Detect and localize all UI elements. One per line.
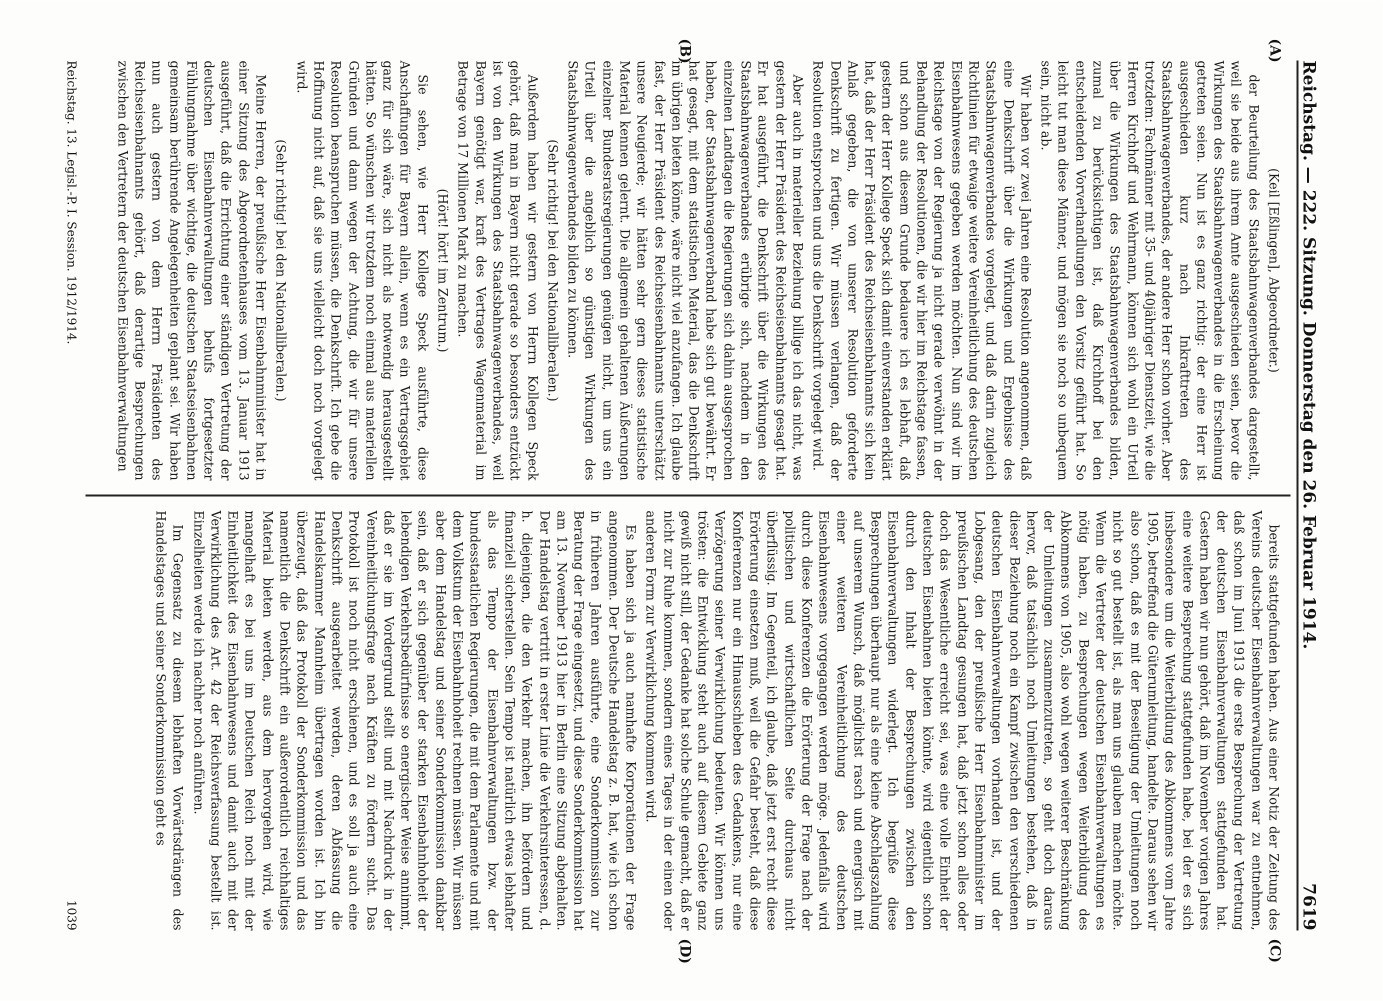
footer-session: Reichstag. 13. Legisl.-P. I. Session. 1912/1914. bbox=[64, 60, 79, 345]
speaker-line: (Keil [Eßlingen], Abgeordneter.) bbox=[1266, 168, 1282, 373]
paragraph: Sie sehen, wie Herr Kollege Speck ausführte, diese Anschaffungen für Bayern allein, wenn es ein Vertragsgebiet ganz für sich wäre, sich nicht als notwendig herausgestellt hätten. So wünschen wir trotzdem noch einmal aus materiellen Gründen und dann wegen der Achtung, die wir für unsere Resolution beanspruchen müssen, die Denkschrift. Ich gebe die Hoffnung nicht auf, daß sie uns vielleicht doch noch vorgelegt wird. bbox=[294, 60, 431, 481]
paragraph: Es haben sich ja auch namhafte Korporationen der Frage angenommen. Der Deutsche Handelstag z. B. hat, wie ich schon in früheren Jahren ausführte, eine Sonderkommission zur Beratung der Frage eingesetzt, und diese Sonderkommission hat am 13. November 1913 hier in Berlin eine Sitzung abgehalten. Der Handelstag vertritt in erster Linie die Verkehrsinteressen, d. h. diejenigen, die den Verkehr machen, ihn befördern und finanziell sicherstellen. Sein Tempo ist natürlich etwas lebhafter als das Tempo der Eisenbahnverwaltungen bzw. der bundesstaatlichen Regierungen, die mit dem Parlamente und mit dem Volkstum der Eisenbahnhoheit rechnen müssen. Wir müssen aber dem Handelstag und seiner Sonderkommission dankbar sein, daß er sich gegenüber der starken Eisenbahnhoheit der lebendigen Verkehrsbedürfnisse so energischer Weise annimmt, daß er sie im Vordergrund stellt und mit Nachdruck in der Vereinheitlichungsfrage nach Kräften zu fördern sucht. Das Protokoll ist noch nicht erschienen, und es soll ja auch eine Denkschrift ausgearbeitet werden, deren Abfassung die Handelskammer Mannheim übertragen worden ist. Ich bin überzeugt, daß das Protokoll der Sonderkommission und das namentlich die Denkschrift ein außerordentlich reichhaltiges Material bieten werden, aus dem hervorgehen wird, wie mangelhaft es bei uns im Deutschen Reich noch mit der Einheitlichkeit des Eisenbahnwesens und damit auch mit der Verwirklichung des Art. 42 der Reichsverfassung bestellt ist. Einzelheiten werde ich nachher noch anführen. bbox=[191, 510, 639, 931]
paragraph: der Beurteilung des Staatsbahnwagenverbandes dargestellt, weil sie beide aus ihrem Amte ausgeschieden seien, bevor die Wirkungen des Staatsbahnwagenverbandes in die Erscheinung getreten seien. Nun ist es ganz richtig: der eine Herr ist ausgeschieden kurz nach Inkrafttreten des Staatsbahnwagenverbandes, der andere Herr schon vorher. Aber trotzdem: Fachmänner mit 35- und 40jähriger Dienstzeit, wie die Herren Kirchhoff und Wehrmann, können sich wohl ein Urteil über die Wirkungen des Staatsbahnwagenverbandes bilden, zumal zu berücksichtigen ist, daß Kirchhoff bei den entscheidenden Vorverhandlungen den Vorsitz geführt hat. So leicht tut man diese Männer, und mögen sie noch so unbequem sein, nicht ab. bbox=[1038, 60, 1262, 481]
paragraph: Außerdem haben wir gestern von Herrn Kollegen Speck gehört, daß man in Bayern nicht gerade so besonders entzückt ist von den Wirkungen des Staatsbahnwagenverbandes, weil Bayern genötigt war, kraft des Vertrages Wagenmaterial im Betrage von 17 Millionen Mark zu machen. bbox=[455, 60, 541, 481]
interjection: (Sehr richtig! bei den Nationalliberalen.) bbox=[545, 139, 561, 402]
paragraph: Meine Herren, der preußische Herr Eisenbahnminister hat in einer Sitzung des Abgeordnetenhauses vom 13. Januar 1913 ausgeführt, daß die Errichtung einer ständigen Vertretung der deutschen Eisenbahnverwaltungen behufs fortgesetzter Fühlungnahme über wichtige, die deutschen Staatseisenbahnen gemeinsam berührende Angelegenheiten geplant sei. Wir haben nun auch gestern von dem Herrn Präsidenten des Reichseisenbahnamts gehört, daß derartige Besprechungen zwischen den Vertretern der deutschen Eisenbahnverwaltungen bbox=[115, 60, 269, 481]
page-header bbox=[1297, 61, 1331, 931]
interjection: (Hört! hört! im Zentrum.) bbox=[435, 188, 451, 353]
margin-mark-b: (B) bbox=[676, 38, 693, 64]
right-column bbox=[93, 511, 1283, 931]
footer-page-code: 1039 bbox=[64, 899, 79, 931]
paragraph: Aber auch in materieller Beziehung billige ich das nicht, was gestern der Herr Präsident des Reichseisenbahnamts gesagt hat. Er hat ausgeführt, die Denkschrift über die Wirkungen des Staatsbahnwagenverbandes erübrige sich, nachdem in den einzelnen Landtagen die Regierungen sich dahin ausgesprochen haben, der Staatsbahnwagenverband habe sich gut bewährt. Er hat gesagt, mit dem statistischen Material, das die Denkschrift im übrigen bieten könne, wäre nicht viel anzufangen. Ich glaube fast, der Herr Präsident des Reichseisenbahnamts unterschätzt unsere Neugierde; wir hätten sehr gern dieses statistische Material kennen gelernt. Die allgemein gehaltenen Äußerungen einzelner Bundesratsregierungen genügen nicht, um uns ein Urteil über die angeblich so günstigen Wirkungen des Staatsbahnwagenverbandes bilden zu können. bbox=[565, 60, 806, 481]
paragraph: bereits stattgefunden haben. Aus einer Notiz der Zeitung des Vereins deutscher Eisenbahnverwaltungen war zu entnehmen, daß schon im Juni 1913 die erste Besprechung der Vertretung der deutschen Eisenbahnverwaltungen stattgefunden hat. Gestern haben wir nun gehört, daß im November vorigen Jahres eine weitere Besprechung stattgefunden habe, bei der es sich insbesondere um die Weiterbildung des Abkommens vom Jahre 1905, betreffend die Güterumleitung, handelte. Daraus sehen wir also schon, daß es mit der Beseitigung der Umleitungen noch nicht so gut bestellt ist, als man uns glauben machen möchte. Wenn die Vertreter der deutschen Eisenbahnverwaltungen es nötig haben, zu Besprechungen wegen Weiterbildung des Abkommens von 1905, also wohl wegen weiterer Beschränkung der Umleitungen zusammenzutreten, so geht doch daraus hervor, daß tatsächlich noch Umleitungen bestehen, daß in dieser Beziehung noch ein Kampf zwischen den verschiedenen deutschen Eisenbahnverwaltungen vorhanden ist, und der Lobgesang, den der preußische Herr Eisenbahnminister im preußischen Landtag gesungen hat, daß jetzt schon alles oder doch das Wesentliche erreicht sei, was eine volle Einheit der deutschen Eisenbahnen bieten könnte, wird eigentlich schon durch den Inhalt der Besprechungen zwischen den Eisenbahnverwaltungen widerlegt. Ich begrüße diese Besprechungen überhaupt nur als eine kleine Abschlagszahlung auf unserem Wunsch, daß möglichst rasch und energisch mit einer weiteren Vereinheitlichung des deutschen Eisenbahnwesens vorgegangen werden möge. Jedenfalls wird durch diese Konferenzen die Erörterung der Frage nach der politischen und wirtschaftlichen Seite durchaus nicht überflüssig. Im Gegenteil, ich glaube, daß jetzt erst recht diese Erörterung einsetzen muß, weil die Gefahr besteht, daß diese Konferenzen nur ein Hinausschieben des Gedankens, nur eine Verzögerung seiner Verwirklichung bedeuten. Wir können uns trösten: die Entwicklung steht auch auf diesem Gebiete ganz gewiß nicht still, der Gedanke hat solche Schule gemacht, daß er nicht zur Ruhe kommen, sondern eines Tages in der einen oder anderen Form zur Verwirklichung kommen wird. bbox=[643, 510, 1282, 931]
interjection: (Sehr richtig! bei den Nationalliberalen.) bbox=[273, 139, 289, 402]
column-divider bbox=[86, 495, 1291, 497]
scanned-page bbox=[0, 1, 1383, 1001]
margin-mark-a: (A) bbox=[1266, 38, 1283, 63]
paragraph: Wir haben vor zwei Jahren eine Resolution angenommen, daß eine Denkschrift über die Wirkungen und Ergebnisse des Staatsbahnwagenverbandes vorgelegt, und daß darin zugleich Richtlinien für etwaige weitere Vereinheitlichung des deutschen Eisenbahnwesens gegeben werden möchten. Nun sind wir im Reichstage von der Regierung ja nicht gerade verwöhnt in der Behandlung der Resolutionen, die wir hier im Reichstage fassen, und schon aus diesem Grunde bedauere ich es lebhaft, daß gestern der Herr Kollege Speck sich damit einverstanden erklärt hat, daß der Herr Präsident des Reichseisenbahnamts sich kein Anlaß gegeben, die von unserer Resolution geforderte Denkschrift zu fertigen. Wir müssen verlangen, daß der Resolution entsprochen und uns die Denkschrift vorgelegt wird. bbox=[810, 60, 1034, 481]
header-title: Reichstag. — 222. Sitzung. Donnerstag den 26. Februar 1914. bbox=[1298, 60, 1319, 650]
paragraph: Im Gegensatz zu diesem lebhaften Vorwärtsdrängen des Handelstages und seiner Sonderkommission geht es bbox=[153, 510, 186, 931]
margin-mark-c: (C) bbox=[1266, 938, 1283, 963]
left-column bbox=[93, 61, 1283, 481]
page-number: 7619 bbox=[1298, 883, 1319, 931]
margin-mark-d: (D) bbox=[676, 938, 693, 964]
page-footer bbox=[62, 61, 82, 931]
